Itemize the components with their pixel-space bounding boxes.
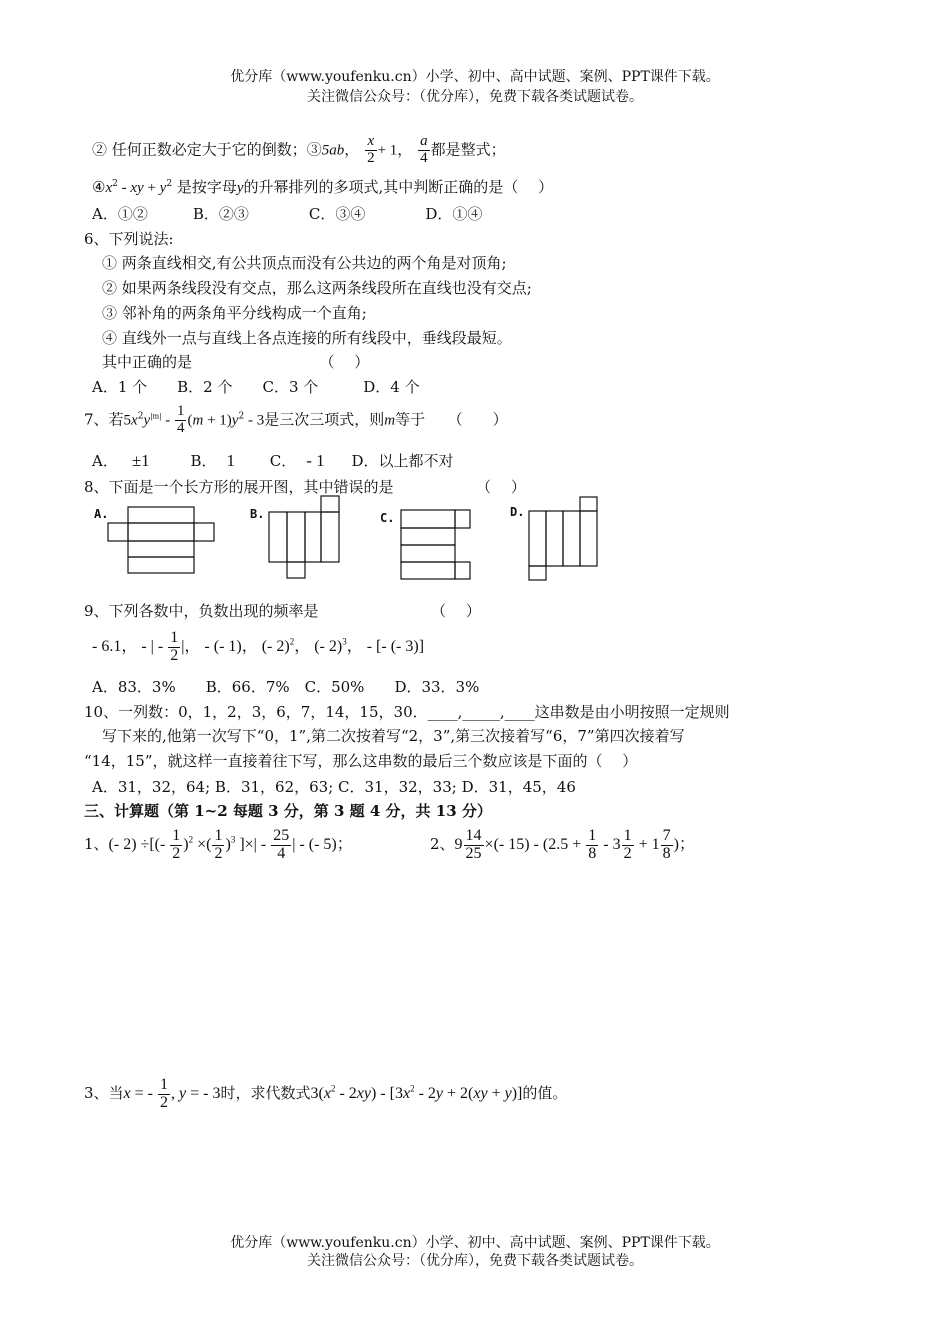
net-a-label: A. bbox=[94, 507, 109, 521]
q6-statement-3: ③ 邻补角的两条角平分线构成一个直角; bbox=[102, 304, 367, 322]
net-c-label: C. bbox=[380, 511, 395, 525]
q5-statement-2-3: ② 任何正数必定大于它的倒数；③5ab， $\frac{x}{2}$ + 1， $\frac{a}{4}$ 都是整式； bbox=[92, 133, 506, 166]
fraction-a-over-4: $\frac{a}{4}$ bbox=[420, 133, 428, 166]
q9-number-list: - 6.1， - | - $\frac{1}{2}$ |， - (- 1)， (- 2)$^2$， (- 2)$^3$， - [- (- 3)] bbox=[92, 629, 425, 664]
q9-options: A．83．3% B．66．7% C．50% D．33．3% bbox=[92, 678, 480, 696]
q8-title: 8、下面是一个长方形的展开图，其中错误的是 （ ） bbox=[84, 478, 526, 496]
header-line-1: 优分库（www.youfenku.cn）小学、初中、高中试题、案例、PPT课件下载。 bbox=[230, 69, 720, 85]
calc-question-2: 2、9 $\frac{14}{25}$ ×(- 15) - (2.5 + $\frac{1}{8}$ - 3 $\frac{1}{2}$ + 1 $\frac{7}{8}$ )； bbox=[430, 827, 695, 862]
footer-line-1: 优分库（www.youfenku.cn）小学、初中、高中试题、案例、PPT课件下载。 bbox=[230, 1235, 720, 1251]
q5-options: A．①② B．②③ C．③④ D．①④ bbox=[92, 205, 483, 223]
q10-line-3: “14，15”，就这样一直接着往下写，那么这串数的最后三个数应该是下面的（ ） bbox=[84, 752, 638, 770]
q6-statement-1: ① 两条直线相交,有公共顶点而没有公共边的两个角是对顶角; bbox=[102, 254, 507, 272]
calc-question-1: 1、(- 2) ÷[(- $\frac{1}{2}$ )$^2$ ×( $\frac{1}{2}$ )$^3$ ]×| - $\frac{25}{4}$ | - (- 5)； bbox=[84, 827, 353, 862]
q6-options: A．1 个 B．2 个 C．3 个 D．4 个 bbox=[92, 378, 420, 396]
fraction-1-over-4: $\frac{1}{4}$ bbox=[176, 403, 185, 436]
calc-question-3: 3、当x = - $\frac{1}{2}$ , y = - 3时，求代数式$3(x^2 - 2xy) - [3x^2 - 2y + 2(xy + y)]$的值。 bbox=[84, 1076, 568, 1111]
net-d-diagram bbox=[527, 495, 607, 583]
q6-answer-prompt: 其中正确的是 （ ） bbox=[102, 353, 370, 371]
q6-statement-4: ④ 直线外一点与直线上各点连接的所有线段中，垂线段最短。 bbox=[102, 329, 512, 347]
net-d-label: D. bbox=[510, 505, 525, 519]
net-b-diagram bbox=[267, 494, 341, 582]
header-line-2: 关注微信公众号：（优分库），免费下载各类试题试卷。 bbox=[307, 89, 643, 105]
footer-line-2: 关注微信公众号：（优分库），免费下载各类试题试卷。 bbox=[307, 1253, 643, 1269]
net-c-diagram bbox=[399, 508, 473, 582]
q10-line-2: 写下来的,他第一次写下“0，1”,第二次按着写“2，3”,第三次接着写“6，7”第四次接着写 bbox=[102, 727, 685, 745]
section-3-title: 三、计算题（第 1~2 每题 3 分，第 3 题 4 分，共 13 分） bbox=[84, 802, 492, 820]
fraction-1-over-2: $\frac{1}{2}$ bbox=[170, 629, 179, 664]
net-b-label: B. bbox=[250, 507, 265, 521]
q6-title: 6、下列说法: bbox=[84, 230, 174, 248]
q6-statement-2: ② 如果两条线段没有交点，那么这两条线段所在直线也没有交点; bbox=[102, 279, 532, 297]
q5-statement-4: $④x^2$ - xy + $y^2$ 是按字母y的升幂排列的多项式,其中判断正确的是（ ） bbox=[92, 178, 554, 196]
fraction-x-over-2: $\frac{x}{2}$ bbox=[367, 133, 375, 166]
q7-question: 7、若$5x^2y^{|m|}$ - $\frac{1}{4}$ $(m + 1)y^2 - 3$是三次三项式，则m等于 （ ） bbox=[84, 403, 508, 436]
net-a-diagram bbox=[105, 505, 217, 577]
q10-line-1: 10、一列数：0，1，2，3，6，7，14，15，30．____,_____,____这串数是由小明按照一定规则 bbox=[84, 703, 730, 721]
q7-options: A． ±1 B． 1 C． - 1 D．以上都不对 bbox=[92, 451, 454, 470]
q9-title: 9、下列各数中，负数出现的频率是 （ ） bbox=[84, 602, 481, 620]
q10-options: A．31，32，64; B．31，62，63; C．31，32，33; D．31，45，46 bbox=[92, 778, 576, 796]
